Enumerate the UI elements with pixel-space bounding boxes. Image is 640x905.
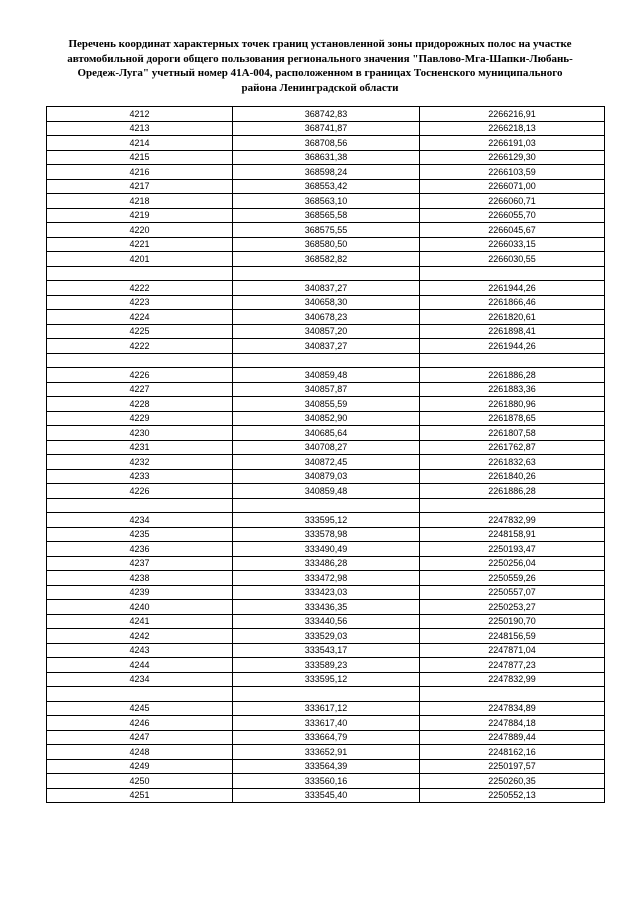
point-number-cell: 4233 <box>47 469 233 484</box>
y-coordinate-cell: 2261880,96 <box>420 397 605 412</box>
x-coordinate-cell: 340872,45 <box>233 455 420 470</box>
point-number-cell: 4217 <box>47 179 233 194</box>
point-number-cell: 4238 <box>47 571 233 586</box>
x-coordinate-cell: 368708,56 <box>233 136 420 151</box>
table-row <box>47 759 605 774</box>
point-number-cell: 4223 <box>47 295 233 310</box>
y-coordinate-cell: 2266033,15 <box>420 237 605 252</box>
y-coordinate-cell: 2261886,28 <box>420 368 605 383</box>
y-coordinate-cell: 2261820,61 <box>420 310 605 325</box>
table-row <box>47 310 605 325</box>
y-coordinate-cell: 2247877,23 <box>420 658 605 673</box>
y-coordinate-cell: 2261883,36 <box>420 382 605 397</box>
x-coordinate-cell: 340837,27 <box>233 339 420 354</box>
x-coordinate-cell <box>233 266 420 281</box>
table-row <box>47 295 605 310</box>
y-coordinate-cell: 2247884,18 <box>420 716 605 731</box>
point-number-cell: 4227 <box>47 382 233 397</box>
x-coordinate-cell: 340685,64 <box>233 426 420 441</box>
point-number-cell: 4241 <box>47 614 233 629</box>
y-coordinate-cell <box>420 266 605 281</box>
x-coordinate-cell: 368580,50 <box>233 237 420 252</box>
coordinates-table-body <box>47 107 605 803</box>
x-coordinate-cell: 333560,16 <box>233 774 420 789</box>
point-number-cell <box>47 353 233 368</box>
x-coordinate-cell: 368598,24 <box>233 165 420 180</box>
point-number-cell: 4215 <box>47 150 233 165</box>
point-number-cell: 4221 <box>47 237 233 252</box>
table-row <box>47 382 605 397</box>
point-number-cell: 4220 <box>47 223 233 238</box>
x-coordinate-cell: 333486,28 <box>233 556 420 571</box>
y-coordinate-cell: 2266060,71 <box>420 194 605 209</box>
x-coordinate-cell: 368575,55 <box>233 223 420 238</box>
title-line: автомобильной дороги общего пользования регионального значения "Павлово-Мга-Шапки-Любань- <box>67 52 573 65</box>
y-coordinate-cell: 2266071,00 <box>420 179 605 194</box>
y-coordinate-cell: 2250197,57 <box>420 759 605 774</box>
x-coordinate-cell: 333436,35 <box>233 600 420 615</box>
x-coordinate-cell: 340857,87 <box>233 382 420 397</box>
point-number-cell: 4249 <box>47 759 233 774</box>
x-coordinate-cell: 340859,48 <box>233 368 420 383</box>
table-row <box>47 745 605 760</box>
point-number-cell: 4216 <box>47 165 233 180</box>
x-coordinate-cell: 333595,12 <box>233 672 420 687</box>
y-coordinate-cell: 2247871,04 <box>420 643 605 658</box>
y-coordinate-cell: 2266045,67 <box>420 223 605 238</box>
x-coordinate-cell: 340837,27 <box>233 281 420 296</box>
y-coordinate-cell: 2261832,63 <box>420 455 605 470</box>
table-row <box>47 788 605 803</box>
table-row <box>47 571 605 586</box>
y-coordinate-cell: 2261944,26 <box>420 339 605 354</box>
separator-row <box>47 353 605 368</box>
y-coordinate-cell <box>420 687 605 702</box>
separator-row <box>47 498 605 513</box>
point-number-cell: 4228 <box>47 397 233 412</box>
point-number-cell <box>47 687 233 702</box>
table-row <box>47 411 605 426</box>
table-row <box>47 194 605 209</box>
x-coordinate-cell: 333423,03 <box>233 585 420 600</box>
y-coordinate-cell: 2266129,30 <box>420 150 605 165</box>
point-number-cell: 4239 <box>47 585 233 600</box>
title-line: Перечень координат характерных точек границ установленной зоны придорожных полос на участке <box>68 38 572 50</box>
y-coordinate-cell: 2261944,26 <box>420 281 605 296</box>
y-coordinate-cell: 2250559,26 <box>420 571 605 586</box>
separator-row <box>47 687 605 702</box>
x-coordinate-cell <box>233 687 420 702</box>
point-number-cell: 4243 <box>47 643 233 658</box>
y-coordinate-cell <box>420 498 605 513</box>
y-coordinate-cell: 2250552,13 <box>420 788 605 803</box>
separator-row <box>47 266 605 281</box>
table-row <box>47 223 605 238</box>
x-coordinate-cell <box>233 498 420 513</box>
point-number-cell: 4244 <box>47 658 233 673</box>
point-number-cell: 4247 <box>47 730 233 745</box>
point-number-cell: 4251 <box>47 788 233 803</box>
x-coordinate-cell: 333543,17 <box>233 643 420 658</box>
point-number-cell: 4236 <box>47 542 233 557</box>
x-coordinate-cell: 368553,42 <box>233 179 420 194</box>
y-coordinate-cell: 2247834,89 <box>420 701 605 716</box>
x-coordinate-cell: 340857,20 <box>233 324 420 339</box>
point-number-cell: 4222 <box>47 339 233 354</box>
point-number-cell: 4213 <box>47 121 233 136</box>
point-number-cell: 4226 <box>47 368 233 383</box>
x-coordinate-cell: 368582,82 <box>233 252 420 267</box>
table-row <box>47 324 605 339</box>
y-coordinate-cell: 2248162,16 <box>420 745 605 760</box>
title-line: Оредеж-Луга" учетный номер 41А-004, расположенном в границах Тосненского муниципального <box>77 67 563 80</box>
table-row <box>47 730 605 745</box>
x-coordinate-cell: 368563,10 <box>233 194 420 209</box>
point-number-cell: 4245 <box>47 701 233 716</box>
point-number-cell: 4218 <box>47 194 233 209</box>
point-number-cell: 4230 <box>47 426 233 441</box>
table-row <box>47 585 605 600</box>
table-row <box>47 150 605 165</box>
table-row <box>47 440 605 455</box>
x-coordinate-cell: 333490,49 <box>233 542 420 557</box>
point-number-cell: 4225 <box>47 324 233 339</box>
y-coordinate-cell: 2266030,55 <box>420 252 605 267</box>
table-row <box>47 513 605 528</box>
title-line: района Ленинградской области <box>241 82 399 95</box>
y-coordinate-cell: 2248158,91 <box>420 527 605 542</box>
point-number-cell: 4201 <box>47 252 233 267</box>
y-coordinate-cell: 2261898,41 <box>420 324 605 339</box>
x-coordinate-cell: 340855,59 <box>233 397 420 412</box>
point-number-cell: 4224 <box>47 310 233 325</box>
x-coordinate-cell: 340859,48 <box>233 484 420 499</box>
x-coordinate-cell: 340658,30 <box>233 295 420 310</box>
coordinates-table <box>46 106 605 803</box>
x-coordinate-cell: 340879,03 <box>233 469 420 484</box>
x-coordinate-cell: 340708,27 <box>233 440 420 455</box>
point-number-cell <box>47 266 233 281</box>
x-coordinate-cell: 340852,90 <box>233 411 420 426</box>
x-coordinate-cell: 333564,39 <box>233 759 420 774</box>
point-number-cell: 4214 <box>47 136 233 151</box>
point-number-cell: 4246 <box>47 716 233 731</box>
x-coordinate-cell: 333440,56 <box>233 614 420 629</box>
x-coordinate-cell: 368742,83 <box>233 107 420 122</box>
x-coordinate-cell: 333578,98 <box>233 527 420 542</box>
x-coordinate-cell: 368741,87 <box>233 121 420 136</box>
y-coordinate-cell: 2247832,99 <box>420 513 605 528</box>
x-coordinate-cell: 333595,12 <box>233 513 420 528</box>
x-coordinate-cell <box>233 353 420 368</box>
point-number-cell: 4234 <box>47 672 233 687</box>
y-coordinate-cell: 2261807,58 <box>420 426 605 441</box>
y-coordinate-cell: 2247832,99 <box>420 672 605 687</box>
table-row <box>47 643 605 658</box>
y-coordinate-cell: 2250557,07 <box>420 585 605 600</box>
x-coordinate-cell: 333472,98 <box>233 571 420 586</box>
x-coordinate-cell: 333545,40 <box>233 788 420 803</box>
y-coordinate-cell: 2261886,28 <box>420 484 605 499</box>
x-coordinate-cell: 333529,03 <box>233 629 420 644</box>
table-row <box>47 556 605 571</box>
point-number-cell: 4232 <box>47 455 233 470</box>
point-number-cell: 4237 <box>47 556 233 571</box>
point-number-cell: 4229 <box>47 411 233 426</box>
point-number-cell: 4240 <box>47 600 233 615</box>
point-number-cell: 4231 <box>47 440 233 455</box>
y-coordinate-cell: 2266191,03 <box>420 136 605 151</box>
table-row <box>47 774 605 789</box>
y-coordinate-cell: 2250193,47 <box>420 542 605 557</box>
x-coordinate-cell: 333664,79 <box>233 730 420 745</box>
y-coordinate-cell: 2266055,70 <box>420 208 605 223</box>
table-row <box>47 339 605 354</box>
point-number-cell: 4250 <box>47 774 233 789</box>
table-row <box>47 237 605 252</box>
table-row <box>47 484 605 499</box>
table-row <box>47 469 605 484</box>
x-coordinate-cell: 333617,12 <box>233 701 420 716</box>
table-row <box>47 629 605 644</box>
y-coordinate-cell: 2250253,27 <box>420 600 605 615</box>
y-coordinate-cell: 2261762,87 <box>420 440 605 455</box>
x-coordinate-cell: 333617,40 <box>233 716 420 731</box>
point-number-cell: 4222 <box>47 281 233 296</box>
table-row <box>47 716 605 731</box>
table-row <box>47 165 605 180</box>
table-row <box>47 658 605 673</box>
y-coordinate-cell: 2250256,04 <box>420 556 605 571</box>
table-row <box>47 527 605 542</box>
point-number-cell: 4226 <box>47 484 233 499</box>
table-row <box>47 136 605 151</box>
x-coordinate-cell: 333589,23 <box>233 658 420 673</box>
point-number-cell: 4235 <box>47 527 233 542</box>
y-coordinate-cell: 2261840,26 <box>420 469 605 484</box>
y-coordinate-cell: 2248156,59 <box>420 629 605 644</box>
document-title <box>40 37 600 96</box>
point-number-cell: 4212 <box>47 107 233 122</box>
y-coordinate-cell: 2266216,91 <box>420 107 605 122</box>
table-row <box>47 179 605 194</box>
y-coordinate-cell: 2250260,35 <box>420 774 605 789</box>
y-coordinate-cell: 2266103,59 <box>420 165 605 180</box>
table-row <box>47 252 605 267</box>
x-coordinate-cell: 340678,23 <box>233 310 420 325</box>
y-coordinate-cell: 2247889,44 <box>420 730 605 745</box>
table-row <box>47 281 605 296</box>
x-coordinate-cell: 333652,91 <box>233 745 420 760</box>
point-number-cell: 4242 <box>47 629 233 644</box>
point-number-cell: 4248 <box>47 745 233 760</box>
y-coordinate-cell <box>420 353 605 368</box>
point-number-cell <box>47 498 233 513</box>
table-row <box>47 368 605 383</box>
x-coordinate-cell: 368631,38 <box>233 150 420 165</box>
table-row <box>47 701 605 716</box>
table-row <box>47 107 605 122</box>
table-row <box>47 672 605 687</box>
y-coordinate-cell: 2266218,13 <box>420 121 605 136</box>
table-row <box>47 455 605 470</box>
table-row <box>47 614 605 629</box>
x-coordinate-cell: 368565,58 <box>233 208 420 223</box>
table-row <box>47 600 605 615</box>
y-coordinate-cell: 2261866,46 <box>420 295 605 310</box>
table-row <box>47 121 605 136</box>
table-row <box>47 397 605 412</box>
table-row <box>47 208 605 223</box>
table-row <box>47 542 605 557</box>
point-number-cell: 4234 <box>47 513 233 528</box>
point-number-cell: 4219 <box>47 208 233 223</box>
y-coordinate-cell: 2250190,70 <box>420 614 605 629</box>
y-coordinate-cell: 2261878,65 <box>420 411 605 426</box>
table-row <box>47 426 605 441</box>
